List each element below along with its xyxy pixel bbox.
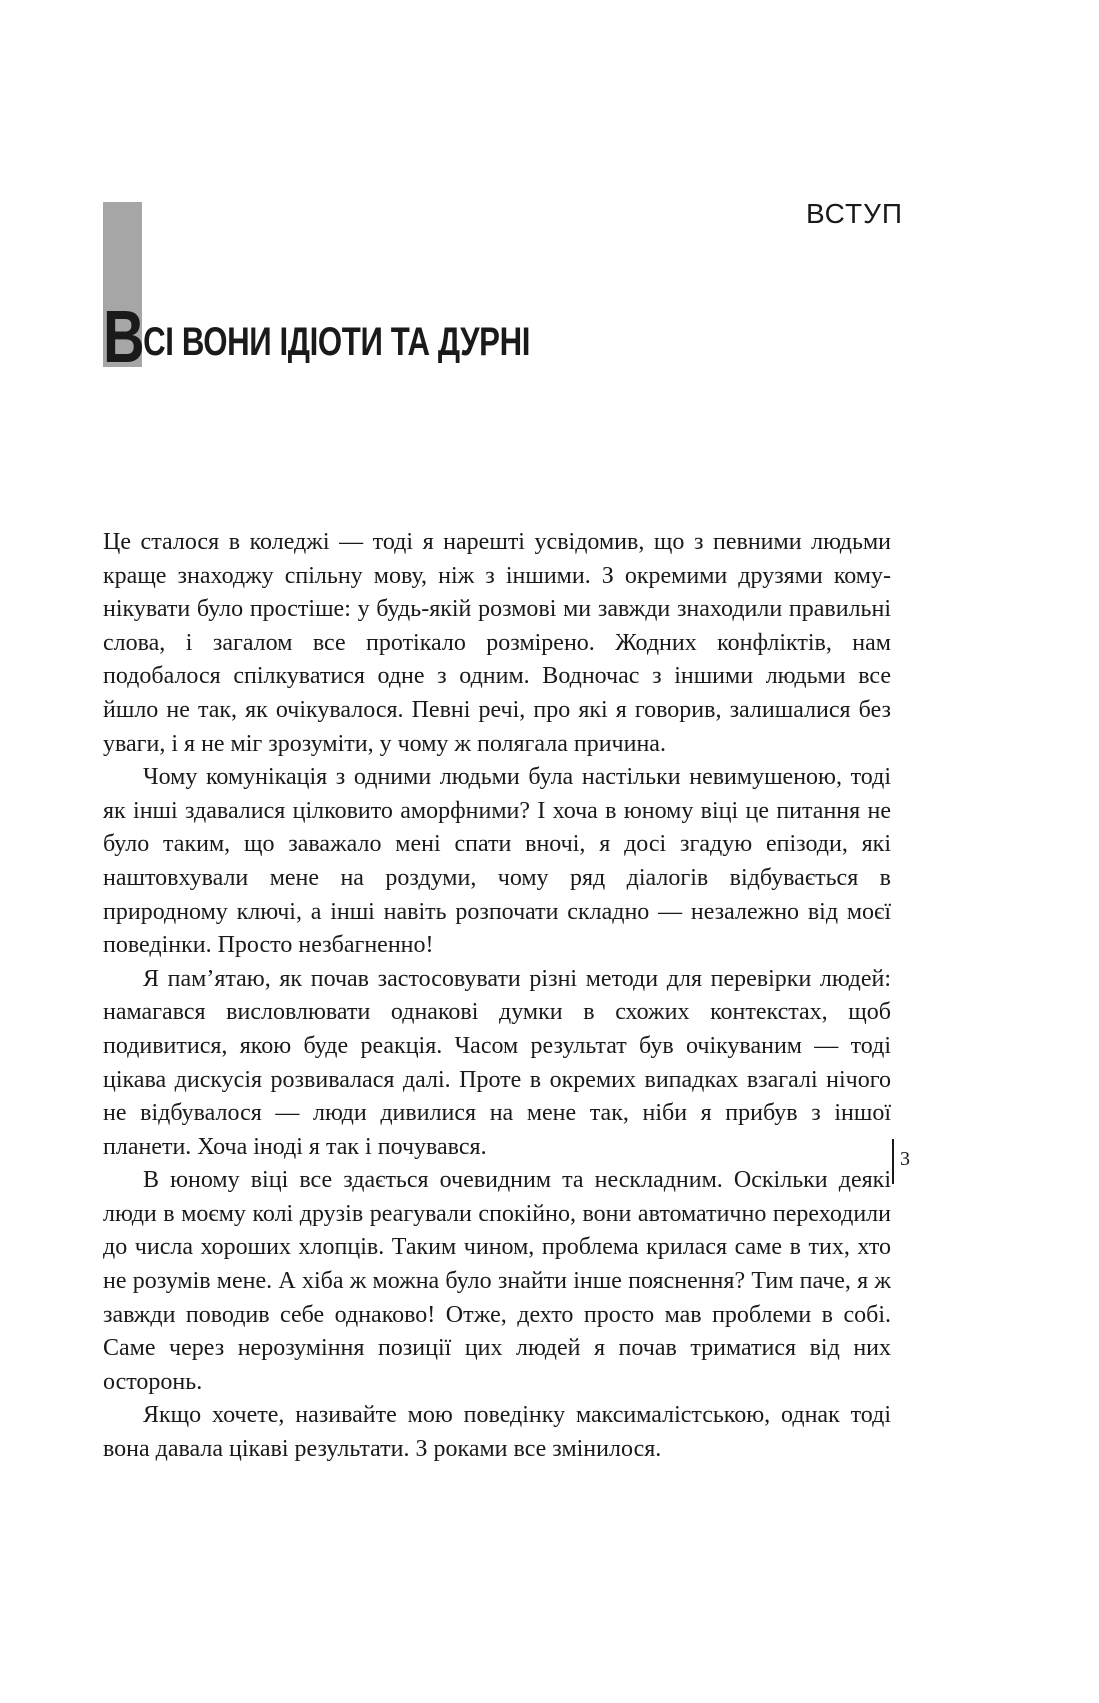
paragraph: Це сталося в коледжі — тоді я нарешті усвідомив, що з певними людьми краще знаходжу спільну мову, ніж з іншими. З окремими друзями комунікувати було простіше: у будь-якій розмові ми завжди знаходили правильні слова, і загалом все протікало розмірено. Жодних конфліктів, нам подобалося спілкуватися одне з одним. Водночас з іншими людьми все йшло не так, як очікувалося. Певні речі, про які я говорив, залишалися без уваги, і я не міг зрозуміти, у чому ж полягала причина.: [103, 529, 891, 757]
paragraph: Я пам’ятаю, як почав застосовувати різні методи для перевірки людей: намагався висловлювати однакові думки в схожих контекстах, щоб подивитися, якою буде реакція. Часом результат був очікуваним — тоді цікава дискусія розвивалася далі. Проте в окремих випадках взагалі нічого не відбувалося — люди дивилися на мене так, ніби я прибув з іншої планети. Хоча іноді я так і почувався.: [103, 965, 891, 1160]
folio-rule: [892, 1139, 894, 1184]
paragraph: В юному віці все здається очевидним та нескладним. Оскільки деякі люди в моєму колі друзів реагували спокійно, вони автоматично переходили до числа хороших хлопців. Таким чином, проблема крилася саме в тих, хто не розумів мене. А хіба ж можна було знайти інше пояснення? Тим паче, я ж завжди поводив себе однаково! Отже, дехто просто мав проблеми в собі. Саме через нерозуміння позиції цих людей я почав триматися від них осторонь.: [103, 1167, 891, 1395]
paragraph: Якщо хочете, називайте мою поведінку максималістською, однак тоді вона давала цікаві результати. З роками все змінилося.: [103, 1402, 891, 1463]
page-number: 3: [900, 1148, 910, 1170]
paragraph: Чому комунікація з одними людьми була настільки невимушеною, тоді як інші здавалися цілковито аморфними? І хоча в юному віці це питання не було таким, що заважало мені спати вночі, я досі згадую епізоди, які наштовхували мене на роздуми, чому ряд діалогів відбувається в природному ключі, а інші навіть розпочати складно — незалежно від моєї поведінки. Просто незбагненно!: [103, 764, 891, 959]
chapter-drop-letter: В: [103, 295, 144, 378]
body-text: [103, 526, 891, 1467]
chapter-title: [103, 295, 530, 378]
section-label: ВСТУП: [805, 198, 903, 229]
chapter-title-text: СІ ВОНИ ІДІОТИ ТА ДУРНІ: [143, 320, 530, 364]
